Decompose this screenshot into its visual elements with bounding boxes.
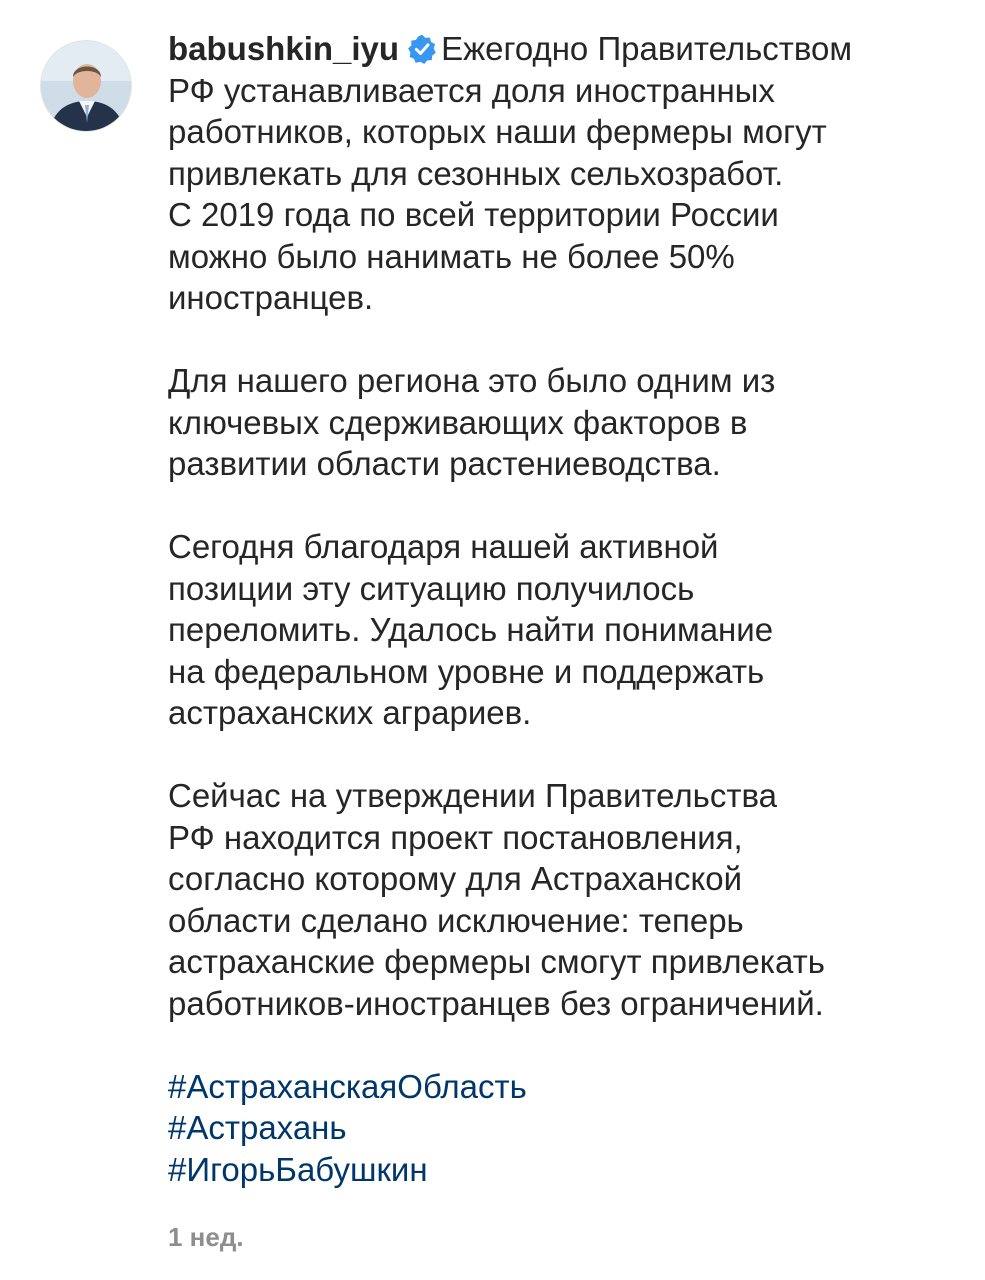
paragraph-spacer [168,319,958,361]
caption-line: С 2019 года по всей территории России [168,196,779,233]
paragraph-spacer [168,734,958,776]
caption-line: работников-иностранцев без ограничений. [168,984,824,1022]
user-avatar-photo [41,41,132,132]
caption-line: астраханские фермеры смогут привлекать [168,943,825,980]
comment-caption [168,28,958,1190]
caption-line: РФ находится проект постановления, [168,818,743,856]
username-link[interactable]: babushkin_iyu [168,30,400,67]
hashtag-link[interactable]: #ИгорьБабушкин [168,1150,428,1188]
caption-line: развитии области растениеводства. [168,445,721,482]
caption-first-line [168,28,958,70]
caption-line: ключевых сдерживающих факторов в [168,403,748,441]
caption-line: работников, которых наши фермеры могут [168,113,827,150]
caption-line: переломить. Удалось найти понимание [168,611,774,648]
paragraph-spacer [168,1024,958,1066]
caption-line: Для нашего региона это было одним из [168,362,776,399]
caption-line: согласно которому для Астраханской [168,860,743,897]
hashtag-link[interactable]: #Астрахань [168,1109,347,1146]
caption-line: области сделано исключение: теперь [168,901,744,939]
caption-line: на федеральном уровне и поддержать [168,652,765,690]
caption-line: иностранцев. [168,279,374,316]
caption-line: Сейчас на утверждении Правительства [168,777,777,814]
paragraph-spacer [168,485,958,527]
caption-line: привлекать для сезонных сельхозработ. [168,154,784,192]
caption-line: позиции эту ситуацию получилось [168,569,695,607]
avatar[interactable] [40,40,132,132]
caption-line: астраханских аграриев. [168,694,532,731]
caption-line: РФ устанавливается доля иностранных [168,71,775,109]
caption-text-start: Ежегодно Правительством [441,30,853,67]
verified-badge-icon [407,34,437,64]
caption-line: Сегодня благодаря нашей активной [168,528,719,565]
hashtag-link[interactable]: #АстраханскаяОбласть [168,1067,527,1105]
post-timestamp[interactable]: 1 нед. [168,1222,244,1252]
caption-line: можно было нанимать не более 50% [168,237,735,275]
